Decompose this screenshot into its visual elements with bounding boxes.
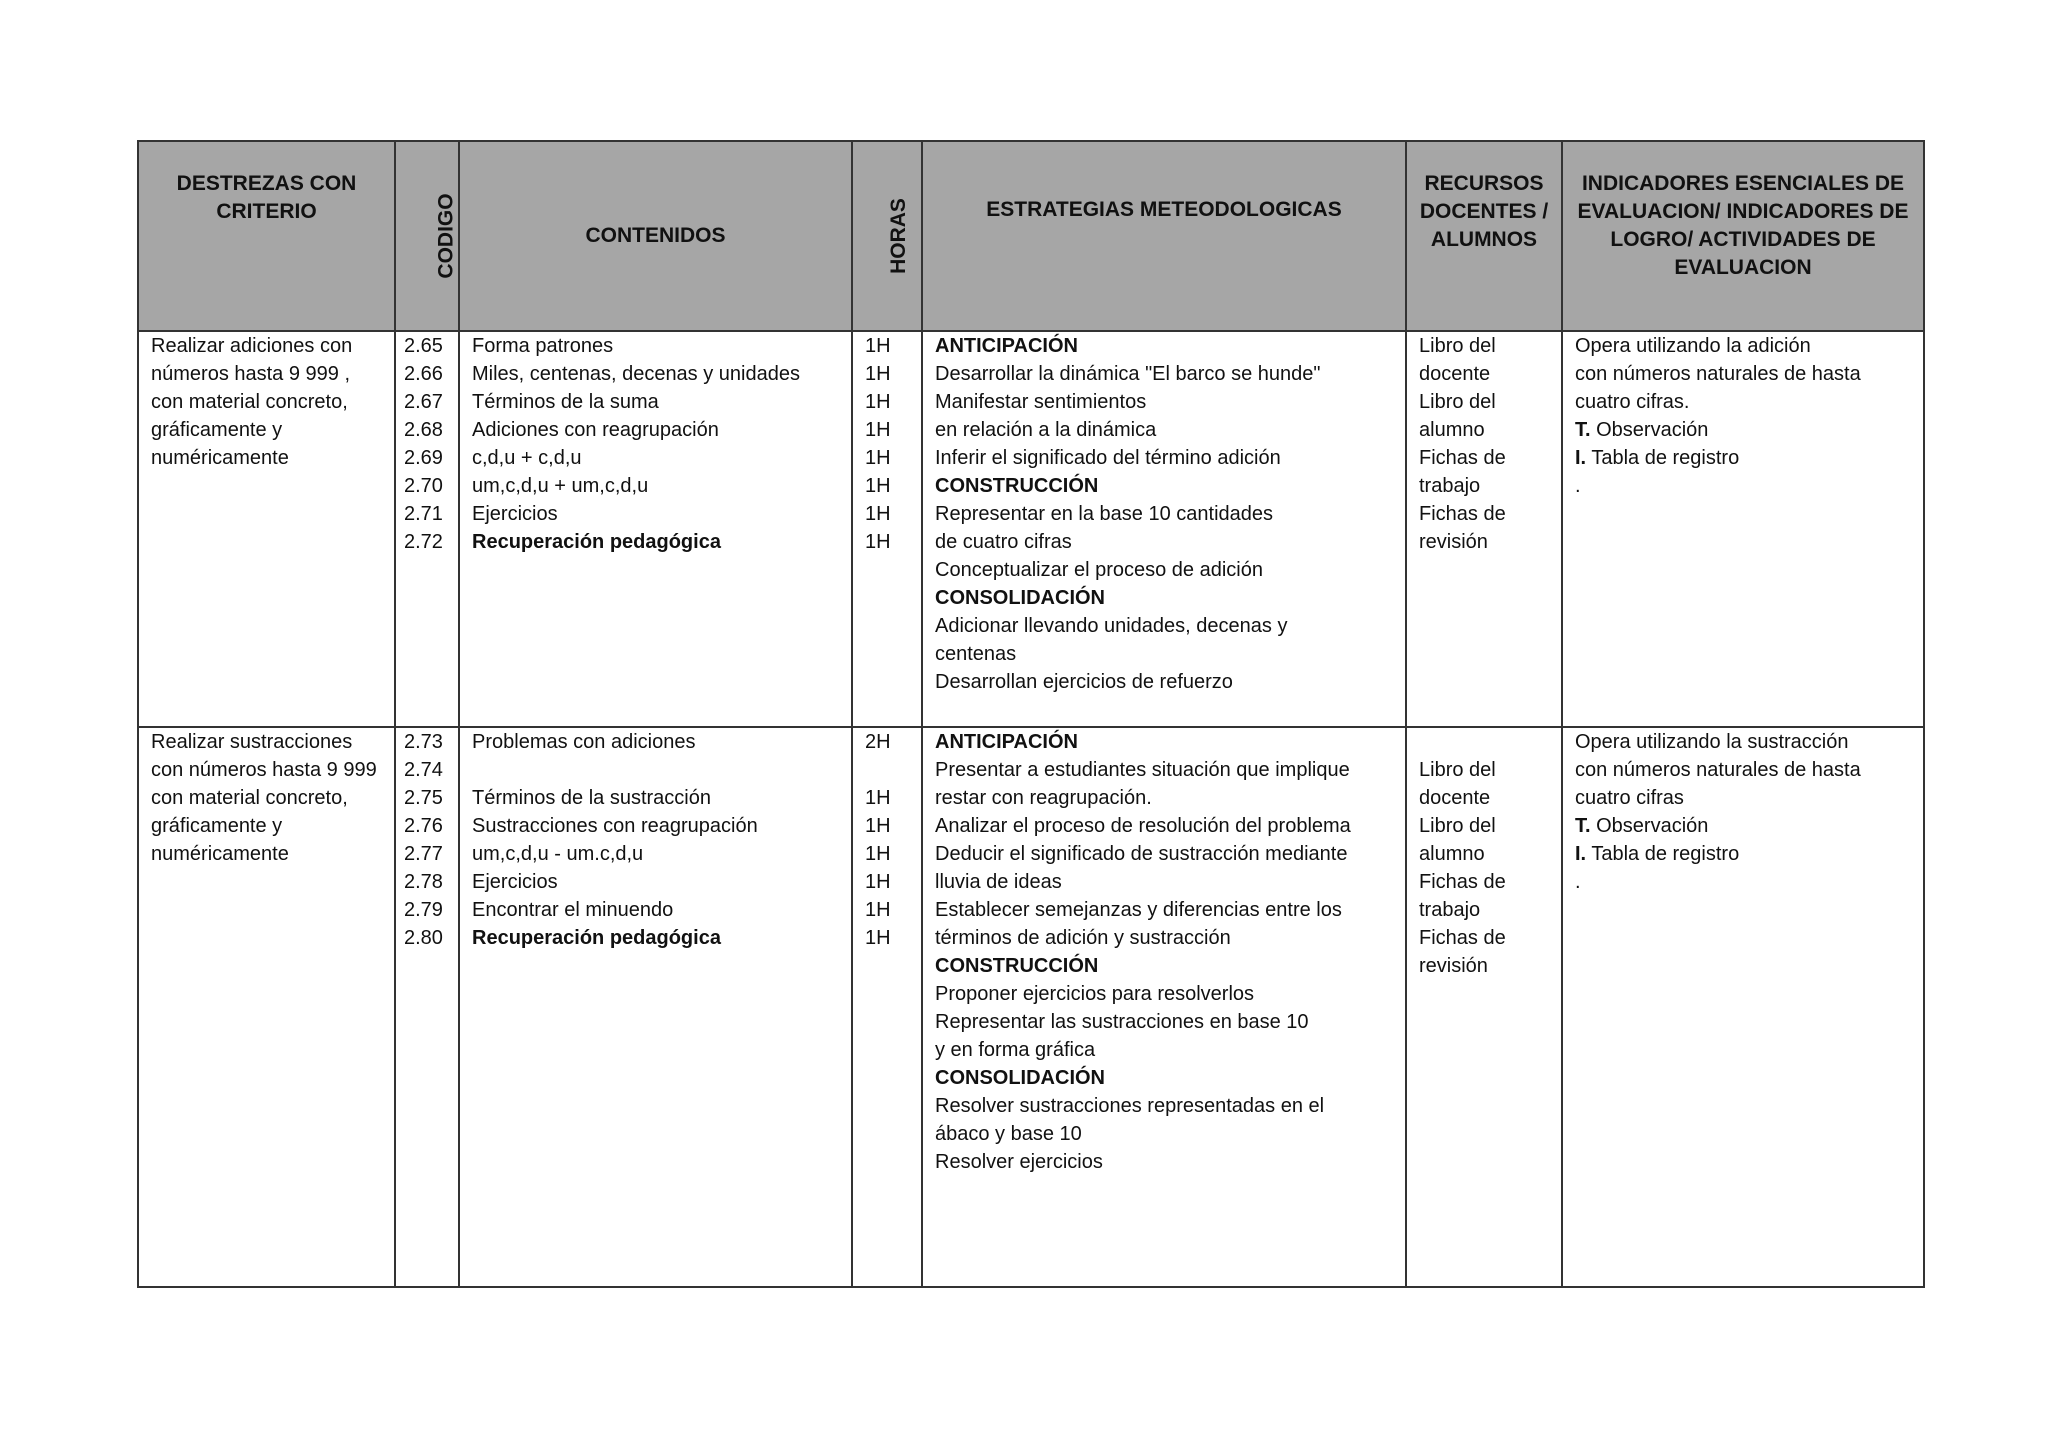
- line-text: CONSOLIDACIÓN: [935, 1067, 1105, 1089]
- cell-line: [935, 444, 1393, 472]
- line-text: cuatro cifras: [1575, 787, 1684, 809]
- header-estrategias: ESTRATEGIAS METEODOLOGICAS: [922, 141, 1406, 331]
- line-text: Observación: [1596, 419, 1709, 441]
- cell-line: [935, 1064, 1393, 1092]
- cell-line: 2.68: [404, 419, 443, 441]
- line-text: Manifestar sentimientos: [935, 391, 1147, 413]
- line-text: Términos de la suma: [472, 391, 659, 413]
- cell-line: [1419, 728, 1549, 756]
- cell-line: [935, 812, 1393, 840]
- line-text: Forma patrones: [472, 335, 614, 357]
- cell-line: [472, 812, 839, 840]
- cell-line: [935, 868, 1393, 896]
- cell-line: 1H: [865, 927, 891, 949]
- indicadores-cell: [1562, 331, 1924, 727]
- cell-line: [935, 896, 1393, 924]
- cell-line: [935, 528, 1393, 556]
- cell-line: [472, 896, 839, 924]
- line-text: Establecer semejanzas y diferencias entre los: [935, 899, 1342, 921]
- cell-line: [472, 360, 839, 388]
- line-text: Términos de la sustracción: [472, 787, 711, 809]
- cell-line: [935, 668, 1393, 696]
- cell-line: [935, 756, 1393, 784]
- cell-line: [1575, 812, 1911, 840]
- cell-line: 2.66: [404, 363, 443, 385]
- line-text: Encontrar el minuendo: [472, 899, 674, 921]
- cell-line: [935, 416, 1393, 444]
- cell-line: [935, 980, 1393, 1008]
- line-text: centenas: [935, 643, 1017, 665]
- line-text: Proponer ejercicios para resolverlos: [935, 983, 1255, 1005]
- header-horas: HORAS: [852, 141, 922, 331]
- cell-line: [1575, 784, 1911, 812]
- cell-line: 2.73: [404, 731, 443, 753]
- cell-line: Fichas de: [1419, 447, 1506, 469]
- line-text: CONSTRUCCIÓN: [935, 955, 1099, 977]
- contenidos-cell: [459, 727, 852, 1287]
- line-text: Resolver sustracciones representadas en el: [935, 1095, 1325, 1117]
- cell-line: 1H: [865, 843, 891, 865]
- cell-line: [1575, 416, 1911, 444]
- line-text: de cuatro cifras: [935, 531, 1072, 553]
- cell-line: [472, 332, 839, 360]
- line-text: Desarrollan ejercicios de refuerzo: [935, 671, 1233, 693]
- cell-line: [935, 728, 1393, 756]
- cell-line: [472, 728, 839, 756]
- line-text: Tabla de registro: [1591, 843, 1740, 865]
- cell-line: 2.77: [404, 843, 443, 865]
- cell-line: [1575, 360, 1911, 388]
- cell-line: 2H: [865, 731, 891, 753]
- cell-line: 1H: [865, 363, 891, 385]
- destreza-cell: Realizar adiciones con números hasta 9 999 , con material concreto, gráficamente y numéricamente: [138, 331, 395, 727]
- cell-line: [935, 584, 1393, 612]
- line-text: Representar las sustracciones en base 10: [935, 1011, 1309, 1033]
- cell-line: 2.79: [404, 899, 443, 921]
- cell-line: [935, 952, 1393, 980]
- line-text: .: [1575, 871, 1581, 893]
- cell-line: 2.70: [404, 475, 443, 497]
- recursos-cell: [1406, 331, 1562, 727]
- line-text: con números naturales de hasta: [1575, 759, 1861, 781]
- line-text: Opera utilizando la adición: [1575, 335, 1811, 357]
- line-text: con números naturales de hasta: [1575, 363, 1861, 385]
- cell-line: 1H: [865, 391, 891, 413]
- cell-line: [935, 612, 1393, 640]
- cell-line: [472, 924, 839, 952]
- cell-line: 1H: [865, 871, 891, 893]
- line-text: lluvia de ideas: [935, 871, 1062, 893]
- cell-line: [935, 924, 1393, 952]
- line-text: ANTICIPACIÓN: [935, 731, 1078, 753]
- cell-line: revisión: [1419, 955, 1488, 977]
- cell-line: [935, 1120, 1393, 1148]
- line-text: Presentar a estudiantes situación que implique: [935, 759, 1350, 781]
- cell-line: alumno: [1419, 843, 1485, 865]
- cell-line: Libro del: [1419, 759, 1496, 781]
- cell-line: [935, 1092, 1393, 1120]
- line-text: c,d,u + c,d,u: [472, 447, 582, 469]
- cell-line: [935, 360, 1393, 388]
- indicator-label: T.: [1575, 815, 1591, 837]
- cell-line: [935, 1008, 1393, 1036]
- cell-line: 1H: [865, 787, 891, 809]
- line-text: Deducir el significado de sustracción mediante: [935, 843, 1348, 865]
- cell-line: [935, 500, 1393, 528]
- cell-line: [472, 756, 839, 784]
- cell-line: 2.75: [404, 787, 443, 809]
- table-row: [138, 727, 1924, 1287]
- header-contenidos: CONTENIDOS: [459, 141, 852, 331]
- cell-line: Fichas de: [1419, 503, 1506, 525]
- estrategias-cell: [922, 331, 1406, 727]
- cell-line: [472, 416, 839, 444]
- cell-line: [1575, 868, 1911, 896]
- cell-line: trabajo: [1419, 899, 1481, 921]
- line-text: Desarrollar la dinámica "El barco se hunde": [935, 363, 1321, 385]
- cell-line: [935, 472, 1393, 500]
- line-text: Miles, centenas, decenas y unidades: [472, 363, 800, 385]
- line-text: Conceptualizar el proceso de adición: [935, 559, 1263, 581]
- destreza-cell: Realizar sustracciones con números hasta 9 999 con material concreto, gráficamente y numéricamente: [138, 727, 395, 1287]
- line-text: cuatro cifras.: [1575, 391, 1690, 413]
- cell-line: Libro del: [1419, 391, 1496, 413]
- cell-line: [472, 500, 839, 528]
- line-text: Problemas con adiciones: [472, 731, 696, 753]
- cell-line: trabajo: [1419, 475, 1481, 497]
- cell-line: [935, 332, 1393, 360]
- line-text: y en forma gráfica: [935, 1039, 1096, 1061]
- line-text: Representar en la base 10 cantidades: [935, 503, 1274, 525]
- cell-line: Fichas de: [1419, 927, 1506, 949]
- line-text: Adiciones con reagrupación: [472, 419, 719, 441]
- header-recursos: RECURSOS DOCENTES / ALUMNOS: [1406, 141, 1562, 331]
- cell-line: 2.69: [404, 447, 443, 469]
- line-text: Recuperación pedagógica: [472, 531, 721, 553]
- line-text: Adicionar llevando unidades, decenas y: [935, 615, 1288, 637]
- cell-line: 2.80: [404, 927, 443, 949]
- table-row: [138, 331, 1924, 727]
- cell-line: [935, 640, 1393, 668]
- cell-line: 2.78: [404, 871, 443, 893]
- cell-line: 1H: [865, 531, 891, 553]
- line-text: Observación: [1596, 815, 1709, 837]
- cell-line: [1575, 332, 1911, 360]
- line-text: .: [1575, 475, 1581, 497]
- contenidos-cell: [459, 331, 852, 727]
- line-text: Resolver ejercicios: [935, 1151, 1103, 1173]
- header-destrezas: DESTREZAS CON CRITERIO: [138, 141, 395, 331]
- cell-line: [472, 840, 839, 868]
- cell-line: 2.74: [404, 759, 443, 781]
- cell-line: revisión: [1419, 531, 1488, 553]
- indicator-label: I.: [1575, 843, 1587, 865]
- line-text: restar con reagrupación.: [935, 787, 1152, 809]
- cell-line: 2.72: [404, 531, 443, 553]
- indicator-label: T.: [1575, 419, 1591, 441]
- cell-line: 1H: [865, 475, 891, 497]
- cell-line: 1H: [865, 447, 891, 469]
- indicadores-cell: [1562, 727, 1924, 1287]
- cell-line: [935, 840, 1393, 868]
- cell-line: [472, 528, 839, 556]
- cell-line: [472, 388, 839, 416]
- header-row: [138, 141, 1924, 331]
- indicator-label: I.: [1575, 447, 1587, 469]
- line-text: CONSOLIDACIÓN: [935, 587, 1105, 609]
- line-text: Opera utilizando la sustracción: [1575, 731, 1849, 753]
- line-text: Analizar el proceso de resolución del problema: [935, 815, 1351, 837]
- cell-line: 2.71: [404, 503, 443, 525]
- cell-line: [1575, 840, 1911, 868]
- cell-line: docente: [1419, 363, 1491, 385]
- codigo-cell: [395, 331, 459, 727]
- cell-line: 1H: [865, 899, 891, 921]
- cell-line: [1575, 388, 1911, 416]
- cell-line: [472, 472, 839, 500]
- cell-line: 2.65: [404, 335, 443, 357]
- line-text: CONSTRUCCIÓN: [935, 475, 1099, 497]
- line-text: um,c,d,u + um,c,d,u: [472, 475, 649, 497]
- cell-line: [1575, 756, 1911, 784]
- cell-line: [935, 784, 1393, 812]
- cell-line: [1575, 444, 1911, 472]
- cell-line: [1575, 472, 1911, 500]
- line-text: términos de adición y sustracción: [935, 927, 1231, 949]
- cell-line: 2.76: [404, 815, 443, 837]
- line-text: Recuperación pedagógica: [472, 927, 721, 949]
- recursos-cell: [1406, 727, 1562, 1287]
- cell-line: [935, 556, 1393, 584]
- line-text: Ejercicios: [472, 871, 558, 893]
- estrategias-cell: [922, 727, 1406, 1287]
- cell-line: [472, 444, 839, 472]
- cell-line: 1H: [865, 815, 891, 837]
- line-text: Ejercicios: [472, 503, 558, 525]
- cell-line: Fichas de: [1419, 871, 1506, 893]
- cell-line: 1H: [865, 503, 891, 525]
- horas-cell: [852, 727, 922, 1287]
- cell-line: [472, 784, 839, 812]
- cell-line: [1575, 728, 1911, 756]
- cell-line: [472, 868, 839, 896]
- codigo-cell: [395, 727, 459, 1287]
- cell-line: Libro del: [1419, 815, 1496, 837]
- line-text: Tabla de registro: [1591, 447, 1740, 469]
- planning-table: [137, 140, 1925, 1288]
- horas-cell: [852, 331, 922, 727]
- line-text: Inferir el significado del término adición: [935, 447, 1281, 469]
- cell-line: 1H: [865, 419, 891, 441]
- line-text: um,c,d,u - um.c,d,u: [472, 843, 644, 865]
- cell-line: alumno: [1419, 419, 1485, 441]
- header-codigo: CODIGO: [395, 141, 459, 331]
- cell-line: 1H: [865, 335, 891, 357]
- cell-line: Libro del: [1419, 335, 1496, 357]
- line-text: en relación a la dinámica: [935, 419, 1157, 441]
- line-text: ANTICIPACIÓN: [935, 335, 1078, 357]
- line-text: Sustracciones con reagrupación: [472, 815, 758, 837]
- cell-line: [935, 388, 1393, 416]
- cell-line: [865, 756, 909, 784]
- header-indicadores: INDICADORES ESENCIALES DE EVALUACION/ INDICADORES DE LOGRO/ ACTIVIDADES DE EVALUACION: [1562, 141, 1924, 331]
- cell-line: [935, 1148, 1393, 1176]
- line-text: ábaco y base 10: [935, 1123, 1082, 1145]
- cell-line: docente: [1419, 787, 1491, 809]
- cell-line: [935, 1036, 1393, 1064]
- cell-line: 2.67: [404, 391, 443, 413]
